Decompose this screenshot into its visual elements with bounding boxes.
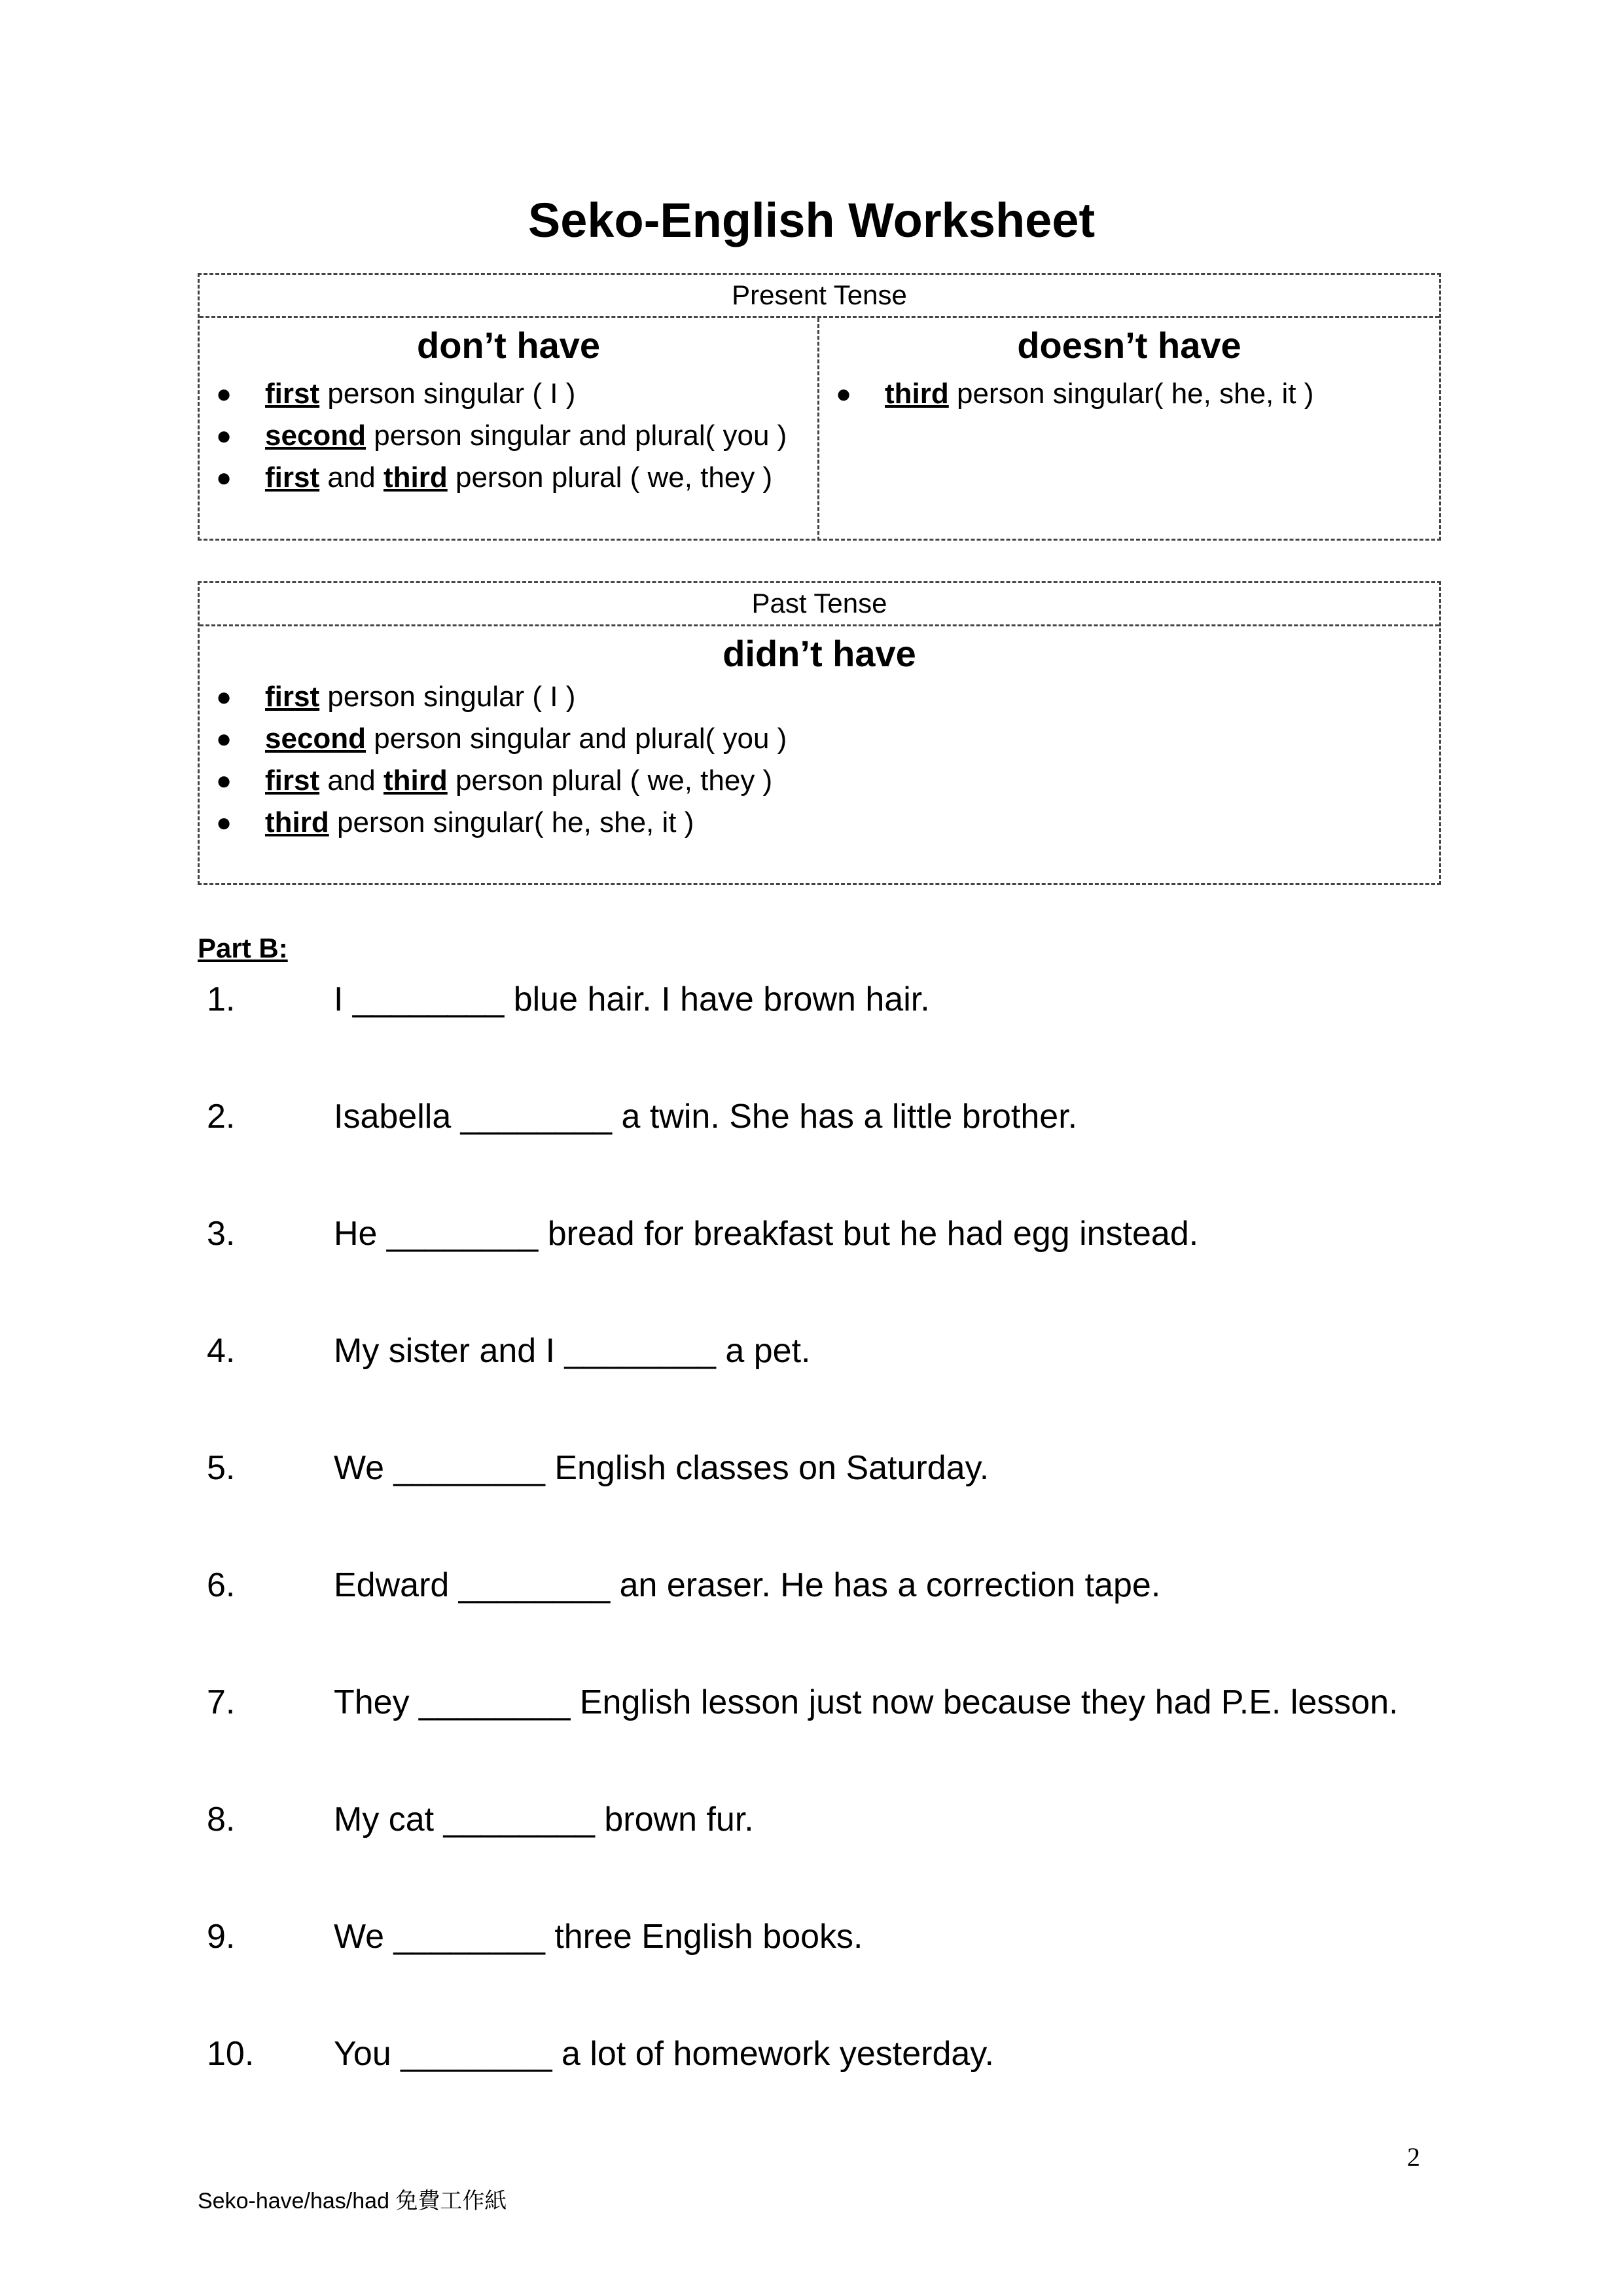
part-b-label: Part B:	[198, 933, 288, 963]
question-text: Edward ________ an eraser. He has a correction tape.	[334, 1566, 1161, 1604]
question-item	[0, 1679, 1623, 1797]
question-item	[0, 1445, 1623, 1562]
rule-text: person singular( he, she, it )	[329, 806, 694, 838]
question-text: Isabella ________ a twin. She has a little brother.	[334, 1098, 1078, 1136]
question-text: I ________ blue hair. I have brown hair.	[334, 980, 930, 1018]
rule-item	[819, 373, 1439, 415]
question-item	[0, 1328, 1623, 1445]
bullet-icon: ●	[216, 725, 232, 753]
rule-text: person singular ( I )	[319, 378, 576, 410]
rule-connector: and	[319, 461, 383, 493]
rule-keyword: second	[265, 420, 366, 452]
rule-item	[200, 373, 817, 415]
question-text: They ________ English lesson just now because they had P.E. lesson.	[334, 1683, 1399, 1721]
question-number: 10.	[207, 2035, 255, 2073]
question-item	[0, 2031, 1623, 2148]
question-item	[0, 1914, 1623, 2031]
rule-text: person singular and plural( you )	[366, 420, 787, 452]
question-number: 4.	[207, 1332, 236, 1370]
rule-keyword: first	[265, 681, 320, 713]
page-number: 2	[1407, 2142, 1420, 2172]
present-tense-header: Present Tense	[200, 275, 1439, 318]
question-text: We ________ English classes on Saturday.	[334, 1449, 990, 1487]
question-item	[0, 1562, 1623, 1679]
rule-connector: and	[319, 764, 383, 797]
rule-text: person plural ( we, they )	[447, 461, 773, 493]
question-number: 3.	[207, 1215, 236, 1253]
rule-item	[200, 415, 817, 457]
dont-have-heading: don’t have	[416, 325, 601, 366]
question-number: 6.	[207, 1566, 236, 1604]
question-text: My cat ________ brown fur.	[334, 1801, 754, 1839]
rule-item	[200, 676, 1439, 718]
bullet-icon: ●	[216, 463, 232, 492]
didnt-have-rules	[200, 676, 1439, 844]
bullet-icon: ●	[216, 766, 232, 795]
footer-text: Seko-have/has/had 免費工作紙	[198, 2189, 507, 2214]
rule-keyword: second	[265, 723, 366, 755]
question-number: 9.	[207, 1918, 236, 1956]
bullet-icon: ●	[216, 380, 232, 408]
question-text: My sister and I ________ a pet.	[334, 1332, 811, 1370]
rule-item	[200, 802, 1439, 844]
rule-text: person singular and plural( you )	[366, 723, 787, 755]
rule-item	[200, 718, 1439, 760]
present-tense-box	[198, 273, 1441, 541]
question-number: 5.	[207, 1449, 236, 1487]
doesnt-have-rules	[819, 373, 1439, 415]
question-item	[0, 1797, 1623, 1914]
question-number: 1.	[207, 980, 236, 1018]
rule-item	[200, 457, 817, 499]
question-text: We ________ three English books.	[334, 1918, 863, 1956]
question-item	[0, 977, 1623, 1094]
dont-have-column	[200, 318, 819, 541]
doesnt-have-column	[819, 318, 1439, 541]
dont-have-rules	[200, 373, 817, 499]
rule-text: person singular( he, she, it )	[948, 378, 1314, 410]
past-tense-box	[198, 581, 1441, 885]
rule-item	[200, 760, 1439, 802]
rule-keyword: third	[885, 378, 949, 410]
didnt-have-heading: didn’t have	[722, 633, 916, 674]
rule-keyword: third	[383, 764, 448, 797]
rule-keyword: third	[265, 806, 329, 838]
question-item	[0, 1211, 1623, 1328]
rule-text: person singular ( I )	[319, 681, 576, 713]
rule-keyword: first	[265, 764, 320, 797]
present-tense-columns	[200, 318, 1439, 541]
question-item	[0, 1094, 1623, 1211]
question-text: You ________ a lot of homework yesterday.	[334, 2035, 994, 2073]
bullet-icon: ●	[216, 422, 232, 450]
rule-keyword: first	[265, 378, 320, 410]
question-number: 2.	[207, 1098, 236, 1136]
bullet-icon: ●	[216, 683, 232, 711]
bullet-icon: ●	[836, 380, 852, 408]
page-title: Seko-English Worksheet	[527, 193, 1096, 247]
doesnt-have-heading: doesn’t have	[1017, 325, 1241, 366]
question-number: 8.	[207, 1801, 236, 1839]
question-number: 7.	[207, 1683, 236, 1721]
past-tense-header: Past Tense	[200, 583, 1439, 626]
rule-keyword: third	[383, 461, 448, 493]
rule-keyword: first	[265, 461, 320, 493]
bullet-icon: ●	[216, 808, 232, 837]
question-list	[0, 977, 1623, 2148]
question-text: He ________ bread for breakfast but he had egg instead.	[334, 1215, 1199, 1253]
rule-text: person plural ( we, they )	[447, 764, 773, 797]
